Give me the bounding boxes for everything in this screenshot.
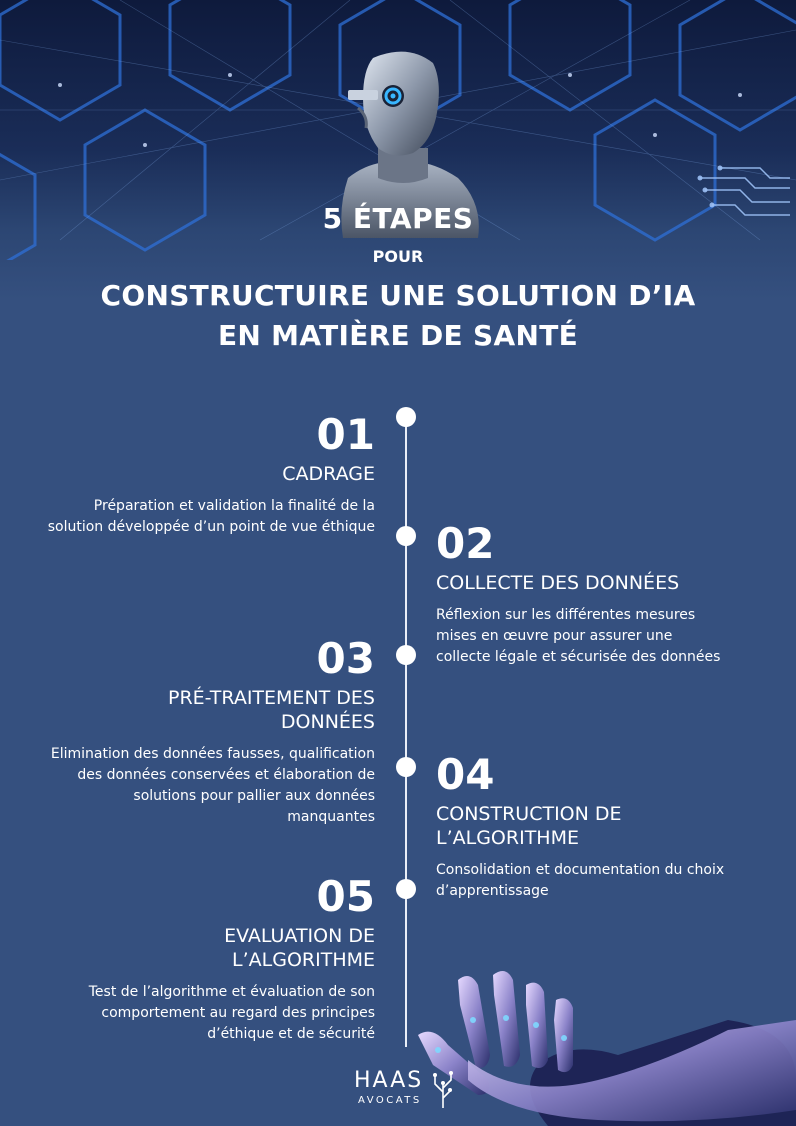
timeline-line: [405, 417, 407, 1047]
step-5-heading: [20, 924, 375, 972]
step-3-heading-line: PRÉ-TRAITEMENT DES: [168, 687, 375, 709]
step-3-description-line: solutions pour pallier aux données: [133, 788, 375, 804]
step-2: [436, 521, 776, 668]
logo-name: HAAS: [354, 1068, 424, 1093]
step-4-number: 04: [436, 750, 495, 799]
step-5: [20, 874, 375, 1045]
title-connector: POUR: [372, 247, 424, 266]
page-title: [0, 276, 796, 356]
step-2-description: [436, 605, 776, 668]
step-5-description-line: d’éthique et de sécurité: [207, 1026, 375, 1042]
step-1-description-line: Préparation et validation la finalité de la: [93, 498, 375, 514]
step-2-number: 02: [436, 519, 495, 568]
step-4-description: [436, 860, 776, 902]
step-3-description: [20, 744, 375, 828]
step-4: [436, 752, 776, 902]
step-3-heading-line: DONNÉES: [280, 711, 375, 733]
step-5-description-line: Test de l’algorithme et évaluation de son: [88, 984, 375, 1000]
step-4-heading: [436, 802, 776, 850]
timeline-dot-5: [396, 879, 416, 899]
step-1-heading: CADRAGE: [282, 463, 375, 485]
step-2-heading: COLLECTE DES DONNÉES: [436, 572, 680, 594]
step-4-description-line: Consolidation et documentation du choix: [436, 862, 725, 878]
step-5-heading-line: L’ALGORITHME: [232, 949, 375, 971]
step-1-description: [20, 496, 375, 538]
step-3-description-line: manquantes: [287, 809, 375, 825]
step-3: [20, 636, 375, 828]
step-5-number: 05: [316, 872, 375, 921]
page-title-line-1: CONSTRUCTUIRE UNE SOLUTION D’IA: [100, 279, 696, 312]
step-1: [20, 412, 375, 538]
step-1-number: 01: [316, 410, 375, 459]
logo-subtitle: AVOCATS: [358, 1095, 422, 1106]
haas-avocats-logo: [354, 1068, 464, 1116]
step-3-description-line: des données conservées et élaboration de: [77, 767, 375, 783]
step-4-heading-line: L’ALGORITHME: [436, 827, 579, 849]
step-5-heading-line: EVALUATION DE: [224, 925, 375, 947]
timeline-dot-3: [396, 645, 416, 665]
step-4-description-line: d’apprentissage: [436, 883, 549, 899]
timeline-dot-1: [396, 407, 416, 427]
timeline-dot-2: [396, 526, 416, 546]
step-3-heading: [20, 686, 375, 734]
title-steps-count: 5 ÉTAPES: [322, 202, 474, 235]
step-3-number: 03: [316, 634, 375, 683]
step-2-description-line: Réflexion sur les différentes mesures: [436, 607, 696, 623]
step-2-description-line: mises en œuvre pour assurer une: [436, 628, 673, 644]
timeline-dot-4: [396, 757, 416, 777]
circuit-tree-icon: [430, 1070, 456, 1108]
step-4-heading-line: CONSTRUCTION DE: [436, 803, 622, 825]
step-1-description-line: solution développée d’un point de vue éthique: [47, 519, 375, 535]
step-3-description-line: Elimination des données fausses, qualification: [50, 746, 375, 762]
page-title-line-2: EN MATIÈRE DE SANTÉ: [217, 319, 579, 352]
step-5-description-line: comportement au regard des principes: [101, 1005, 375, 1021]
step-2-description-line: collecte légale et sécurisée des données: [436, 649, 721, 665]
step-5-description: [20, 982, 375, 1045]
